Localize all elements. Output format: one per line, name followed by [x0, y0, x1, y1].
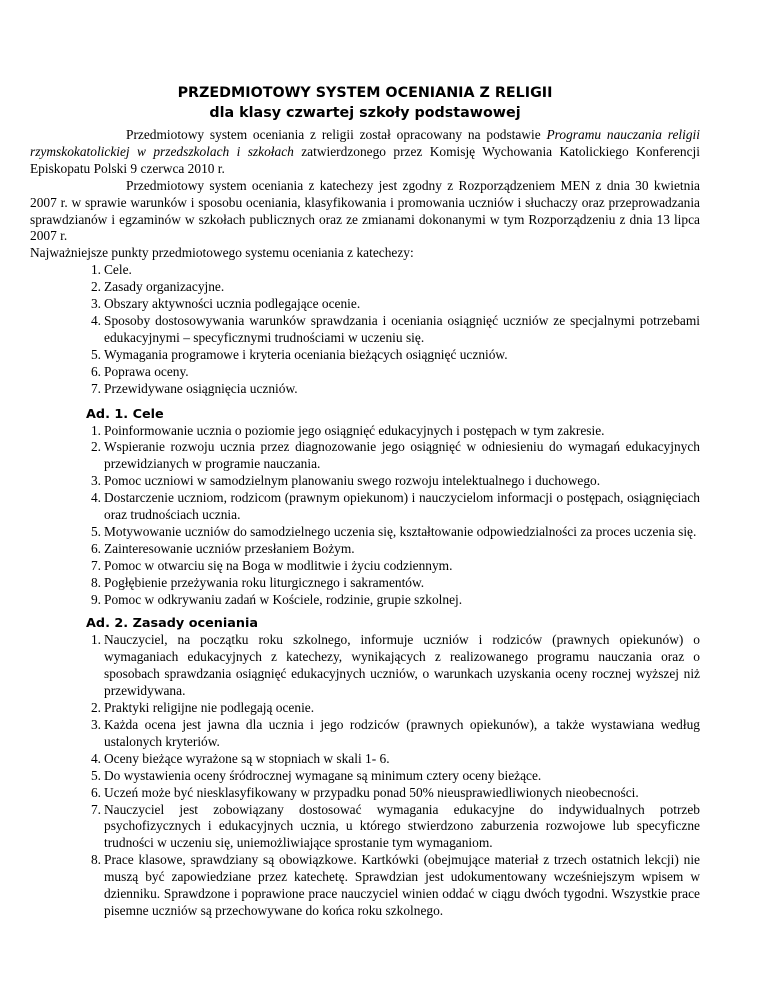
list-item: 3. Obszary aktywności ucznia podlegające ocenie.	[90, 296, 361, 312]
document-title	[30, 83, 700, 123]
list-item: 8. Prace klasowe, sprawdziany są obowiązkowe. Kartkówki (obejmujące materiał z trzech ostatnich lekcji) nie muszą być zapowiedziane przez katechetę. Sprawdzian jest udokumentowany wcześniejszym wpisem w dzienniku. Sprawdzone i poprawione prace nauczyciel winien oddać w ciągu dwóch tygodni. Wszystkie prace pisemne uczniów są przechowywane do końca roku szkolnego.	[90, 852, 700, 918]
points-list	[30, 262, 700, 397]
list-item: 4. Oceny bieżące wyrażone są w stopniach w skali 1- 6.	[90, 750, 390, 766]
list-item: 3. Każda ocena jest jawna dla ucznia i jego rodziców (prawnych opiekunów), a także wystawiana według ustalonych kryteriów.	[90, 717, 700, 749]
title-line-1: PRZEDMIOTOWY SYSTEM OCENIANIA Z RELIGII	[177, 85, 553, 101]
list-item: 7. Przewidywane osiągnięcia uczniów.	[90, 380, 298, 396]
list-item: 1. Nauczyciel, na początku roku szkolnego, informuje uczniów i rodziców (prawnych opiekunów) o wymaganiach edukacyjnych z katechezy, wynikających z realizowanego programu nauczania oraz o sposobach sprawdzania osiągnięć edukacyjnych uczniów, o warunkach uzyskania oceny rocznej wyższej niż przewidywana.	[90, 632, 700, 699]
title-line-2: dla klasy czwartej szkoły podstawowej	[209, 105, 521, 121]
intro1-post: zatwierdzonego przez Komisję Wychowania Katolickiego Konferencji Episkopatu Polski 9 czerwca 2010 r.	[30, 143, 700, 176]
list-item: 3. Pomoc uczniowi w samodzielnym planowaniu swego rozwoju intelektualnego i duchowego.	[90, 473, 601, 489]
list-item: 5. Motywowanie uczniów do samodzielnego uczenia się, kształtowanie odpowiedzialności za proces uczenia się.	[90, 523, 697, 539]
list-item: 5. Wymagania programowe i kryteria oceniania bieżących osiągnięć uczniów.	[90, 346, 508, 362]
list-item: 5. Do wystawienia oceny śródrocznej wymagane są minimum cztery oceny bieżące.	[90, 767, 542, 783]
intro-paragraph-2: Przedmiotowy system oceniania z katechezy jest zgodny z Rozporządzeniem MEN z dnia 30 kwietnia 2007 r. w sprawie warunków i sposobu oceniania, klasyfikowania i promowania uczniów i słuchaczy oraz przeprowadzania sprawdzianów i egzaminów w szkołach publicznych oraz ze zmianami dokonanymi w tym Rozporządzeniu z dnia 13 lipca 2007 r.	[30, 177, 700, 244]
list-item: 6. Uczeń może być niesklasyfikowany w przypadku ponad 50% nieusprawiedliwionych nieobecności.	[90, 784, 639, 800]
list-item: 8. Pogłębienie przeżywania roku liturgicznego i sakramentów.	[90, 574, 425, 590]
list-item: 6. Zainteresowanie uczniów przesłaniem Bożym.	[90, 540, 355, 556]
list-item: 1. Poinformowanie ucznia o poziomie jego osiągnięć edukacyjnych i postępach w tym zakresie.	[90, 422, 605, 438]
section-heading-cele: Ad. 1. Cele	[86, 406, 164, 422]
points-heading: Najważniejsze punkty przedmiotowego systemu oceniania z katechezy:	[30, 245, 414, 261]
list-item: 1. Cele.	[90, 262, 132, 278]
section-heading-zasady: Ad. 2. Zasady oceniania	[86, 616, 259, 632]
list-item: 7. Pomoc w otwarciu się na Boga w modlitwie i życiu codziennym.	[90, 557, 453, 573]
intro-paragraph-1	[30, 127, 700, 178]
rules-list	[30, 632, 700, 919]
list-item: 2. Praktyki religijne nie podlegają ocenie.	[90, 700, 315, 716]
list-item: 2. Wspieranie rozwoju ucznia przez diagnozowanie jego osiągnięć w odniesieniu do wymagań edukacyjnych przewidzianych w programie nauczania.	[90, 439, 700, 472]
document-page	[30, 83, 700, 920]
list-item: 2. Zasady organizacyjne.	[90, 279, 225, 295]
list-item: 4. Dostarczenie uczniom, rodzicom (prawnym opiekunom) i nauczycielom informacji o postępach, osiągnięciach oraz trudnościach ucznia.	[90, 490, 700, 523]
list-item: 7. Nauczyciel jest zobowiązany dostosować wymagania edukacyjne do indywidualnych potrzeb psychofizycznych i edukacyjnych ucznia, u którego stwierdzono zaburzenia rozwojowe lub specyficzne trudności w uczeniu się, uniemożliwiające sprostanie tym wymaganiom.	[90, 801, 700, 851]
intro1-pre: Przedmiotowy system oceniania z religii został opracowany na podstawie	[126, 127, 547, 142]
program-title: Programu nauczania religii rzymskokatolickiej w przedszkolach i szkołach	[30, 127, 700, 159]
list-item: 4. Sposoby dostosowywania warunków sprawdzania i oceniania osiągnięć uczniów ze specjalnymi potrzebami edukacyjnymi – specyficznymi trudnościami w uczeniu się.	[90, 312, 700, 345]
list-item: 6. Poprawa oceny.	[90, 363, 189, 379]
list-item: 9. Pomoc w odkrywaniu zadań w Kościele, rodzinie, grupie szkolnej.	[90, 591, 463, 607]
goals-list	[30, 423, 700, 609]
